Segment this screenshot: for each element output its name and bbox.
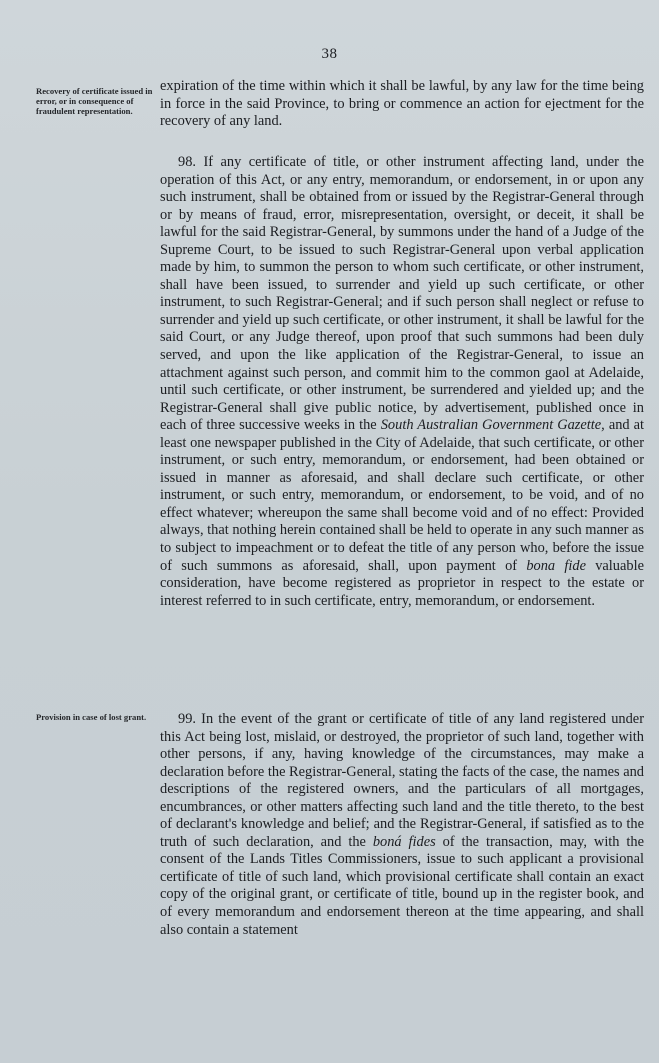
section-98-text-c: valuable consideration, have become registered as proprietor in respect to the estate or interest referred to in such certificate, entry, memorandum, or endorsement. bbox=[160, 557, 644, 609]
section-99-paragraph bbox=[160, 711, 644, 939]
gazette-title: South Australian Government Gazette, bbox=[380, 417, 605, 434]
bona-fide-term: bona fide bbox=[526, 557, 586, 574]
section-98-text-b: and at least one newspaper published in the City of Adelaide, that such certificate, or other instrument, or such entry, memorandum, or endorsement, had been obtained or issued in manner as aforesaid, and shall declare such certificate, or other instrument, or such entry, memorandum, or endorsement, to be void, and of no effect whatever; whereupon the same shall become void and of no effect: Provided always, that nothing herein contained shall be held to operate in any such manner as to subject to impeachment or to defeat the title of any person who, before the issue of such summons as aforesaid, shall, upon payment of bbox=[160, 417, 644, 574]
bona-fides-term: boná fides bbox=[372, 833, 436, 850]
margin-note-lost-grant: Provision in case of lost grant. bbox=[36, 712, 147, 722]
margin-note-recovery-of-certificate: Recovery of certificate issued in error, or in consequence of fraudulent representation. bbox=[36, 86, 153, 117]
section-99-text-a: In the event of the grant or certificate of title of any land registered under this Act being lost, mislaid, or destroyed, the proprietor of such land, together with other persons, if any, having knowledge of the circumstances, may make a declaration before the Registrar-General, stating the facts of the case, the names and descriptions of the registered owners, and the particulars of all mortgages, encumbrances, or other matters affecting such land and the title thereto, to the best of declarant's knowledge and belief; and the Registrar-General, if satisfied as to the truth of such declaration, and the bbox=[160, 711, 644, 850]
continuation-paragraph bbox=[160, 78, 644, 131]
section-99-text-b: of the transaction, may, with the consent of the Lands Titles Commissioners, issue to such applicant a provisional certificate of title of such land, which provisional certificate shall contain an exact copy of the original grant, or certificate of title, bound up in the register book, and of every memorandum and endorsement thereon at the time appearing, and shall also contain a statement bbox=[160, 833, 644, 938]
continuation-text: expiration of the time within which it shall be lawful, by any law for the time being in force in the said Province, to bring or commence an action for ejectment for the recovery of any land. bbox=[160, 78, 644, 130]
section-98 bbox=[160, 154, 644, 610]
section-98-paragraph bbox=[160, 154, 644, 610]
section-99-number: 99. bbox=[178, 711, 196, 727]
section-98-number: 98. bbox=[178, 154, 196, 170]
section-99 bbox=[160, 711, 644, 939]
page-number: 38 bbox=[321, 46, 338, 62]
section-98-text-a: If any certificate of title, or other instrument affecting land, under the operation of this Act, or any entry, memorandum, or endorsement, in or upon any such instrument, shall be obtained from or issued by the Registrar-General through or by means of fraud, error, misrepresentation, oversight, or deceit, it shall be lawful for the said Registrar-General, by summons under the hand of a Judge of the Supreme Court, to be issued to such Registrar-General upon verbal application made by him, to summon the person to whom such certificate, or other instrument, shall have been issued, to surrender and yield up such certificate, or other instrument, to such Registrar-General; and if such person shall neglect or refuse to surrender and yield up such certificate, or other instrument, it shall be lawful for the said Court, or any Judge thereof, upon proof that such summons had been duly served, and upon the like application of the Registrar-General, to issue an attachment against such person, and commit him to the common gaol at Adelaide, until such certificate, or other instrument, be surrendered and yielded up; and the Registrar-General shall give public notice, by advertisement, published once in each of three successive weeks in the bbox=[160, 154, 644, 434]
